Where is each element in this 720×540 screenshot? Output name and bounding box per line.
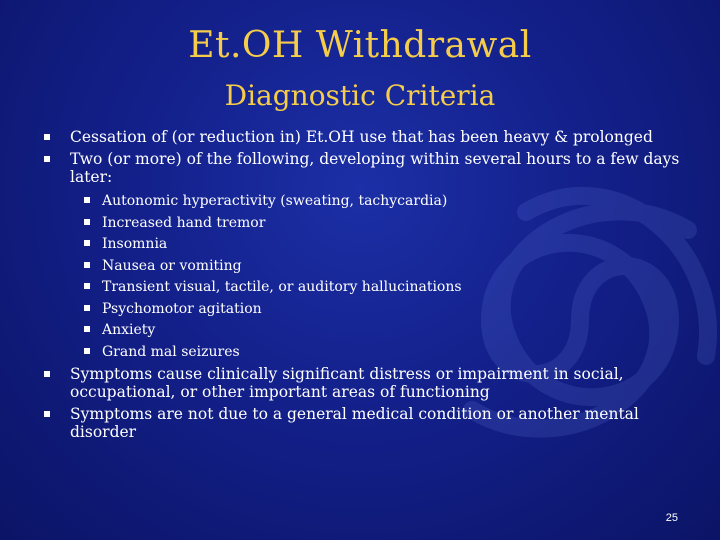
list-item <box>44 150 690 186</box>
sub-list-item <box>84 235 690 253</box>
square-bullet-icon <box>84 305 90 311</box>
bullet-list <box>44 128 690 441</box>
bullet-text: Symptoms are not due to a general medical condition or another mental disorder <box>70 404 639 441</box>
square-bullet-icon <box>84 283 90 289</box>
sub-list-item <box>84 257 690 275</box>
bullet-text: Cessation of (or reduction in) Et.OH use that has been heavy & prolonged <box>70 128 653 146</box>
sub-bullet-text: Nausea or vomiting <box>102 257 242 274</box>
sub-list-item <box>84 343 690 361</box>
list-item <box>44 128 690 146</box>
square-bullet-icon <box>84 326 90 332</box>
bullet-text: Two (or more) of the following, developing within several hours to a few days later: <box>70 150 680 186</box>
sub-list-item <box>84 300 690 318</box>
list-item <box>44 405 690 441</box>
sub-bullet-text: Grand mal seizures <box>102 343 240 360</box>
page-number: 25 <box>665 512 678 524</box>
sub-bullet-text: Autonomic hyperactivity (sweating, tachycardia) <box>102 193 448 209</box>
square-bullet-icon <box>44 156 50 162</box>
bullet-text: Symptoms cause clinically significant distress or impairment in social, occupational, or other important areas of functioning <box>70 364 624 401</box>
square-bullet-icon <box>84 197 90 203</box>
sub-bullet-text: Transient visual, tactile, or auditory hallucinations <box>102 279 462 295</box>
square-bullet-icon <box>84 240 90 246</box>
sub-list-item <box>84 214 690 232</box>
square-bullet-icon <box>44 134 50 140</box>
square-bullet-icon <box>44 411 50 417</box>
sub-bullet-text: Anxiety <box>102 322 156 338</box>
slide-title: Et.OH Withdrawal <box>188 25 532 66</box>
list-item <box>44 365 690 401</box>
square-bullet-icon <box>44 371 50 377</box>
square-bullet-icon <box>84 219 90 225</box>
sub-list-item <box>84 192 690 210</box>
square-bullet-icon <box>84 262 90 268</box>
sub-bullet-text: Increased hand tremor <box>102 214 266 231</box>
sub-bullet-text: Insomnia <box>102 236 168 252</box>
sub-bullet-list <box>44 192 690 361</box>
square-bullet-icon <box>84 348 90 354</box>
sub-bullet-text: Psychomotor agitation <box>102 300 262 317</box>
sub-list-item <box>84 321 690 339</box>
slide-subtitle: Diagnostic Criteria <box>224 79 496 112</box>
sub-list-item <box>84 278 690 296</box>
